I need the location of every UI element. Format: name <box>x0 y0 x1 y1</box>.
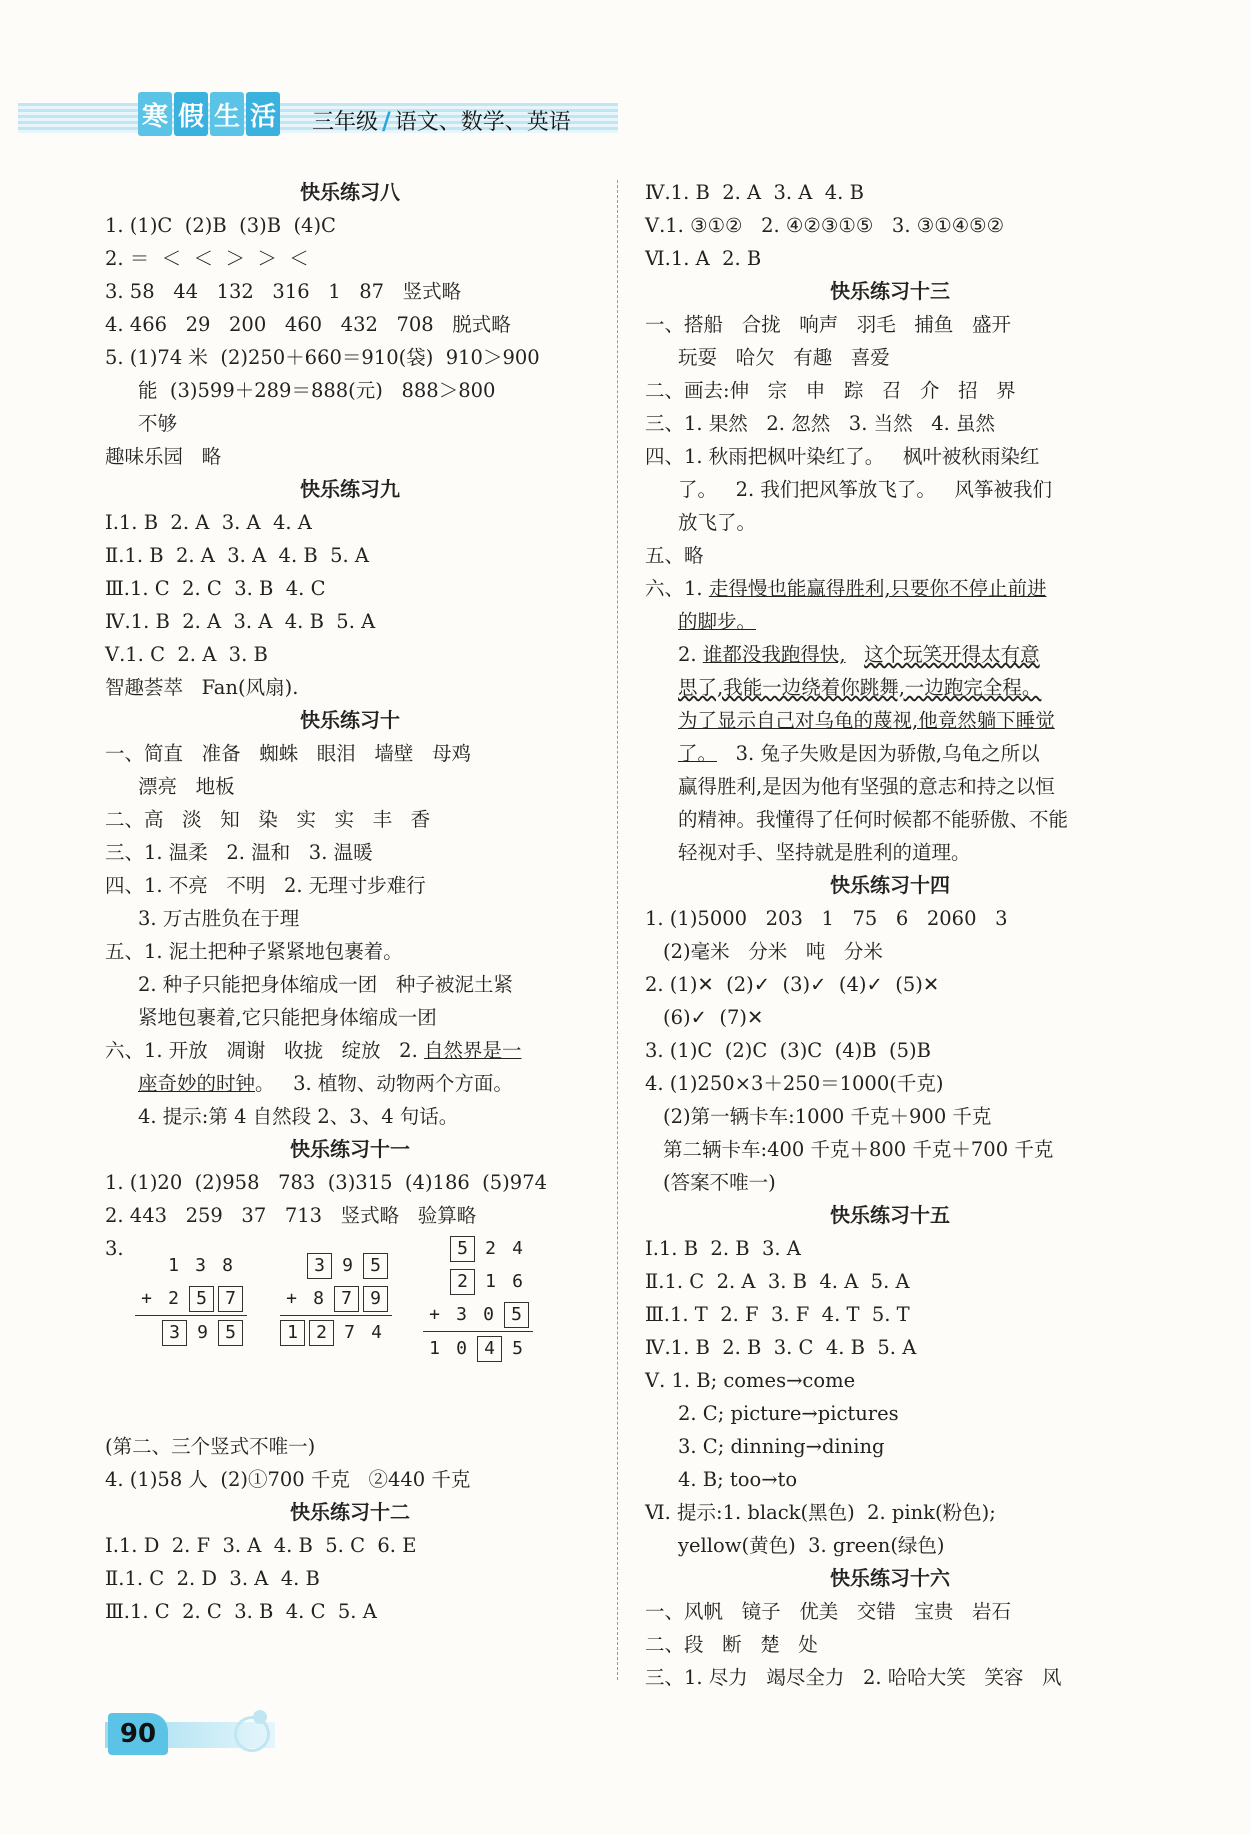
answer-line: 4. B; too→to <box>678 1468 798 1491</box>
answer-line: Ⅵ.1. A 2. B <box>645 247 762 270</box>
answer-line: 1. (1)C (2)B (3)B (4)C <box>105 214 336 237</box>
answer-line: 1. (1)5000 203 1 75 6 2060 3 <box>645 907 1008 930</box>
header-tile: 活 <box>246 92 280 136</box>
header-tile: 生 <box>210 92 244 136</box>
answer-line: 3. C; dinning→dining <box>678 1435 885 1458</box>
answer-line: 三、1. 果然 2. 忽然 3. 当然 4. 虽然 <box>645 412 996 435</box>
answer-line: 一、风帆 镜子 优美 交错 宝贵 岩石 <box>645 1600 1011 1623</box>
answer-line: 漂亮 地板 <box>138 775 235 798</box>
answer-line: Ⅴ.1. ③①② 2. ④②③①⑤ 3. ③①④⑤② <box>645 214 1005 237</box>
answer-line: 四、1. 不亮 不明 2. 无理寸步难行 <box>105 874 426 897</box>
answer-line: 1. (1)20 (2)958 783 (3)315 (4)186 (5)974 <box>105 1171 548 1194</box>
answer-line: 2. 443 259 37 713 竖式略 验算略 <box>105 1204 477 1227</box>
answer-line: 五、1. 泥土把种子紧紧地包裹着。 <box>105 940 403 963</box>
answer-line: 3. <box>105 1237 124 1260</box>
wavy-underlined-text: 思了,我能一边绕着你跳舞,一边跑完全程。 <box>678 676 1042 699</box>
answer-line <box>645 737 1135 770</box>
section-title: 快乐练习十三 <box>830 279 950 303</box>
answer-line: 三、1. 尽力 竭尽全力 2. 哈哈大笑 笑容 风 <box>645 1666 1062 1689</box>
answer-line: 二、段 断 楚 处 <box>645 1633 818 1656</box>
vertical-sum-1: 1 3 8 + 2 5 7 3 9 5 <box>135 1249 247 1349</box>
answer-line: 放飞了。 <box>678 511 757 534</box>
answer-line: (第二、三个竖式不唯一) <box>105 1435 316 1458</box>
answer-line: Ⅲ.1. C 2. C 3. B 4. C <box>105 577 326 600</box>
answer-line: Ⅱ.1. B 2. A 3. A 4. B 5. A <box>105 544 369 567</box>
section-title: 快乐练习十四 <box>830 873 950 897</box>
section-title: 快乐练习十 <box>300 708 400 732</box>
answer-line: Ⅱ.1. C 2. D 3. A 4. B <box>105 1567 320 1590</box>
section-title: 快乐练习十二 <box>290 1500 410 1524</box>
answer-line <box>105 1067 595 1100</box>
section-title: 快乐练习九 <box>300 477 400 501</box>
right-column <box>645 176 1135 1694</box>
answer-line: Ⅰ.1. B 2. A 3. A 4. A <box>105 511 312 534</box>
answer-line: 2. C; picture→pictures <box>678 1402 899 1425</box>
underlined-text: 谁都没我跑得快, <box>702 643 846 666</box>
answer-line: 紧地包裹着,它只能把身体缩成一团 <box>138 1006 437 1029</box>
answer-line: 3. (1)C (2)C (3)C (4)B (5)B <box>645 1039 931 1062</box>
answer-line: 5. (1)74 米 (2)250＋660＝910(袋) 910＞900 <box>105 346 540 369</box>
answer-line: Ⅴ. 1. B; comes→come <box>645 1369 856 1392</box>
answer-line: 二、高 淡 知 染 实 实 丰 香 <box>105 808 431 831</box>
answer-line: Ⅰ.1. D 2. F 3. A 4. B 5. C 6. E <box>105 1534 417 1557</box>
section-title: 快乐练习十五 <box>830 1203 950 1227</box>
section-title: 快乐练习八 <box>300 180 400 204</box>
answer-line: 五、略 <box>645 544 704 567</box>
answer-text: 3. 兔子失败是因为骄傲,乌龟之所以 <box>717 742 1040 765</box>
answer-text: 。 3. 植物、动物两个方面。 <box>255 1072 513 1095</box>
answer-line: 2. ＝ ＜ ＜ ＞ ＞ ＜ <box>105 247 309 270</box>
answer-line: 2. (1)✕ (2)✓ (3)✓ (4)✓ (5)✕ <box>645 973 940 996</box>
answer-line: 趣味乐园 略 <box>105 445 222 468</box>
answer-text <box>846 643 865 666</box>
answer-line: 不够 <box>138 412 178 435</box>
answer-line: 4. 466 29 200 460 432 708 脱式略 <box>105 313 511 336</box>
answer-line: Ⅳ.1. B 2. A 3. A 4. B 5. A <box>105 610 376 633</box>
underlined-text: 的脚步。 <box>678 610 757 633</box>
column-divider <box>617 180 619 1680</box>
answer-line: Ⅵ. 提示:1. black(黑色) 2. pink(粉色); <box>645 1501 996 1524</box>
answer-line: (6)✓ (7)✕ <box>663 1006 764 1029</box>
answer-line: 轻视对手、坚持就是胜利的道理。 <box>678 841 971 864</box>
answer-line: 4. (1)250×3＋250＝1000(千克) <box>645 1072 944 1095</box>
header-title-tiles <box>138 92 280 136</box>
answer-text: 六、1. 开放 凋谢 收拢 绽放 2. <box>105 1039 424 1062</box>
answer-line: (2)第一辆卡车:1000 千克＋900 千克 <box>663 1105 992 1128</box>
left-column <box>105 176 595 1628</box>
answer-text: 2. <box>678 643 703 666</box>
answer-line: 的精神。我懂得了任何时候都不能骄傲、不能 <box>678 808 1069 831</box>
answer-line: Ⅲ.1. C 2. C 3. B 4. C 5. A <box>105 1600 377 1623</box>
header-subtitle <box>312 105 571 136</box>
answer-line: Ⅳ.1. B 2. A 3. A 4. B <box>645 181 864 204</box>
decorative-dot-icon <box>253 1710 267 1724</box>
answer-line: 三、1. 温柔 2. 温和 3. 温暖 <box>105 841 373 864</box>
answer-line <box>105 1034 595 1067</box>
answer-line: 玩耍 哈欠 有趣 喜爱 <box>678 346 890 369</box>
grade-label: 三年级 <box>312 110 379 135</box>
page-number: 90 <box>108 1713 168 1755</box>
answer-line: Ⅲ.1. T 2. F 3. F 4. T 5. T <box>645 1303 910 1326</box>
underlined-text: 了。 <box>678 742 718 765</box>
answer-line: (2)毫米 分米 吨 分米 <box>663 940 883 963</box>
section-title: 快乐练习十六 <box>830 1566 950 1590</box>
answer-line: Ⅳ.1. B 2. B 3. C 4. B 5. A <box>645 1336 917 1359</box>
answer-line: (答案不唯一) <box>663 1171 776 1194</box>
answer-line: 一、简直 准备 蜘蛛 眼泪 墙壁 母鸡 <box>105 742 471 765</box>
answer-text: 六、1. <box>645 577 709 600</box>
answer-line: 4. (1)58 人 (2)①700 千克 ②440 千克 <box>105 1468 471 1491</box>
header-tile: 假 <box>174 92 208 136</box>
header-tile: 寒 <box>138 92 172 136</box>
answer-line: 智趣荟萃 Fan(风扇). <box>105 676 299 699</box>
answer-line <box>645 671 1135 704</box>
answer-line: 3. 58 44 132 316 1 87 竖式略 <box>105 280 462 303</box>
answer-line <box>645 638 1135 671</box>
answer-line: yellow(黄色) 3. green(绿色) <box>678 1534 945 1557</box>
underlined-text: 座奇妙的时钟 <box>138 1072 256 1095</box>
answer-line: 二、画去:伸 宗 申 踪 召 介 招 界 <box>645 379 1016 402</box>
underlined-text: 走得慢也能赢得胜利,只要你不停止前进 <box>708 577 1047 600</box>
answer-line: 能 (3)599＋289＝888(元) 888＞800 <box>138 379 496 402</box>
underlined-text: 自然界是一 <box>424 1039 522 1062</box>
answer-line: Ⅰ.1. B 2. B 3. A <box>645 1237 801 1260</box>
answer-line: 四、1. 秋雨把枫叶染红了。 枫叶被秋雨染红 <box>645 445 1040 468</box>
answer-line: 3. 万古胜负在于理 <box>138 907 300 930</box>
answer-line: Ⅱ.1. C 2. A 3. B 4. A 5. A <box>645 1270 910 1293</box>
answer-line: 了。 2. 我们把风筝放飞了。 风筝被我们 <box>678 478 1052 501</box>
answer-line <box>645 704 1135 737</box>
answer-line <box>645 605 1135 638</box>
answer-line: 一、搭船 合拢 响声 羽毛 捕鱼 盛开 <box>645 313 1011 336</box>
answer-line: 第二辆卡车:400 千克＋800 千克＋700 千克 <box>663 1138 1054 1161</box>
slash-icon: / <box>382 107 391 135</box>
answer-line: 2. 种子只能把身体缩成一团 种子被泥土紧 <box>138 973 513 996</box>
section-title: 快乐练习十一 <box>290 1137 410 1161</box>
vertical-sum-3: 5 2 4 2 1 6 + 3 0 5 1 0 4 5 <box>423 1232 533 1365</box>
subjects-label: 语文、数学、英语 <box>394 110 571 135</box>
answer-line: Ⅴ.1. C 2. A 3. B <box>105 643 268 666</box>
answer-line <box>645 572 1135 605</box>
vertical-sum-2: 3 9 5 + 8 7 9 1 2 7 4 <box>280 1249 392 1349</box>
answer-line: 4. 提示:第 4 自然段 2、3、4 句话。 <box>138 1105 459 1128</box>
vertical-sums <box>105 1237 595 1430</box>
wavy-underlined-text: 这个玩笑开得太有意 <box>864 643 1040 666</box>
underlined-text: 为了显示自己对乌龟的蔑视,他竟然躺下睡觉 <box>678 709 1055 732</box>
answer-line: 赢得胜利,是因为他有坚强的意志和持之以恒 <box>678 775 1055 798</box>
